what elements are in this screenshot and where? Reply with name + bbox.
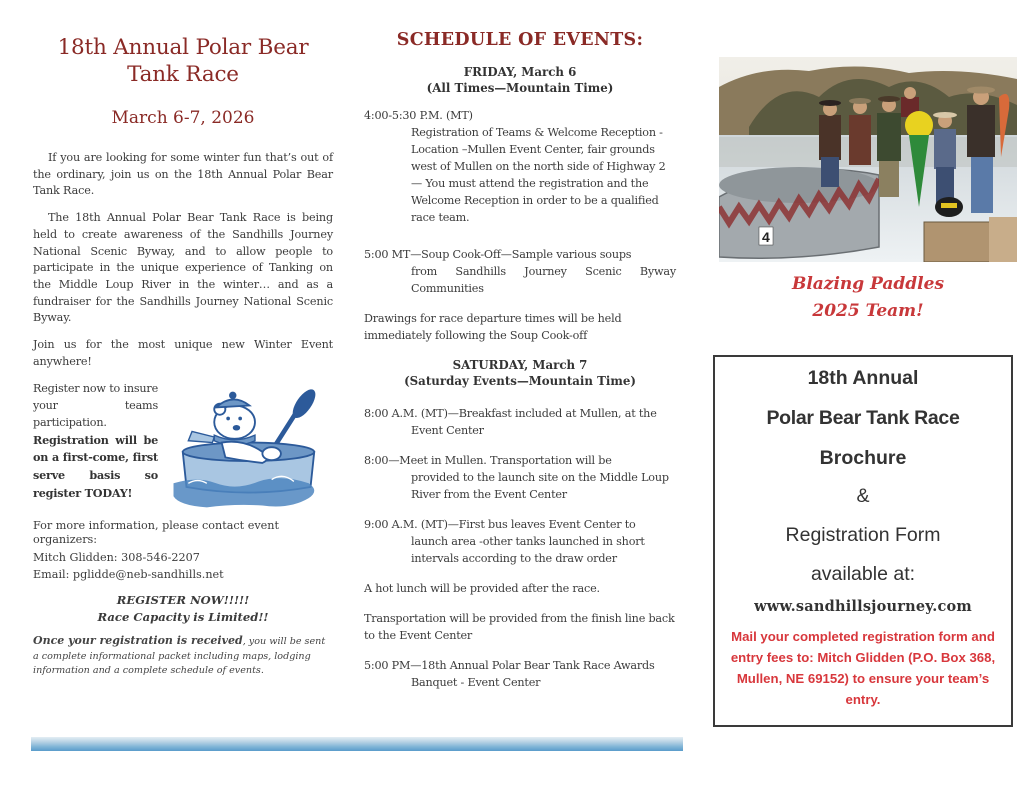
schedule-item bbox=[364, 107, 676, 226]
friday-heading bbox=[364, 64, 676, 96]
schedule-item bbox=[364, 405, 676, 439]
box-line-available: available at: bbox=[810, 563, 916, 585]
contact-intro: For more information, please contact event organizers: bbox=[33, 519, 279, 547]
once-bold: Once your registration is received bbox=[33, 634, 243, 648]
polar-bear-illustration bbox=[166, 387, 331, 512]
team-photo bbox=[719, 57, 1017, 262]
website-link[interactable]: www.sandhillsjourney.com bbox=[754, 598, 972, 615]
schedule-detail: Event Center bbox=[411, 424, 484, 437]
join-paragraph: Join us for the most unique new Winter Event anywhere! bbox=[33, 338, 333, 368]
capacity-text: Race Capacity is Limited!! bbox=[97, 610, 269, 625]
schedule-panel bbox=[364, 30, 676, 704]
decorative-blue-bar bbox=[31, 737, 683, 751]
mail-instructions: Mail your completed registration form and entry fees to: Mitch Glidden (P.O. Box 368, Mullen, NE 69152) to ensure your team’s entry. bbox=[730, 629, 996, 707]
schedule-detail: Registration of Teams & Welcome Reception - Location –Mullen Event Center, fair grounds west of Mullen on the north side of Highway 2— You must attend the registration and the Welcome Reception in order to be a qualified race team. bbox=[411, 126, 666, 224]
register-bold: Registration will be on a first-come, first serve basis so register TODAY! bbox=[33, 432, 158, 500]
schedule-time: 8:00 A.M. (MT)—Breakfast included at Mullen, at the bbox=[364, 407, 657, 420]
transport-note: Transportation will be provided from the finish line back to the Event Center bbox=[364, 612, 675, 642]
friday-date: FRIDAY, March 6 bbox=[463, 65, 577, 79]
drawings-note: Drawings for race departure times will be held immediately following the Soup Cook-off bbox=[364, 312, 622, 342]
schedule-item-awards bbox=[364, 657, 676, 691]
schedule-time: 8:00—Meet in Mullen. Transportation will be bbox=[364, 454, 612, 467]
caption-line2: 2025 Team! bbox=[812, 301, 924, 321]
event-title-line1: 18th Annual Polar Bear bbox=[57, 35, 309, 60]
box-line-registration-form: Registration Form bbox=[785, 524, 941, 546]
register-now-text: REGISTER NOW!!!!! bbox=[116, 593, 250, 608]
box-ampersand: & bbox=[856, 485, 870, 507]
schedule-detail: Banquet - Event Center bbox=[411, 676, 541, 689]
friday-timezone: (All Times—Mountain Time) bbox=[426, 81, 614, 95]
register-text bbox=[33, 381, 158, 502]
registration-received-note bbox=[33, 634, 333, 679]
photo-caption bbox=[719, 271, 1017, 325]
saturday-date: SATURDAY, March 7 bbox=[452, 358, 588, 372]
left-panel bbox=[33, 34, 333, 679]
schedule-detail: provided to the launch site on the Middle Loup River from the Event Center bbox=[411, 471, 669, 501]
register-block bbox=[33, 381, 333, 513]
schedule-item bbox=[364, 516, 676, 567]
schedule-item bbox=[364, 452, 676, 503]
event-title bbox=[33, 34, 333, 88]
schedule-title: SCHEDULE OF EVENTS: bbox=[396, 30, 644, 50]
box-line-annual: 18th Annual bbox=[807, 367, 919, 389]
intro-paragraph: If you are looking for some winter fun that’s out of the ordinary, join us on the 18th Annual Polar Bear Tank Race. bbox=[33, 151, 333, 198]
schedule-detail: launch area -other tanks launched in short intervals according to the draw order bbox=[411, 535, 645, 565]
schedule-time: 9:00 A.M. (MT)—First bus leaves Event Center to bbox=[364, 518, 636, 531]
brochure-info-box bbox=[713, 355, 1013, 727]
contact-phone: Mitch Glidden: 308-546-2207 bbox=[33, 551, 200, 565]
register-plain: Register now to insure your teams participation. bbox=[33, 382, 158, 429]
event-date: March 6-7, 2026 bbox=[111, 108, 255, 128]
tank-number: 4 bbox=[762, 229, 770, 245]
schedule-time: 4:00-5:30 P.M. (MT) bbox=[364, 109, 473, 122]
schedule-time: 5:00 PM—18th Annual Polar Bear Tank Race Awards bbox=[364, 659, 655, 672]
event-title-line2: Tank Race bbox=[127, 62, 239, 87]
purpose-paragraph: The 18th Annual Polar Bear Tank Race is being held to create awareness of the Sandhills Journey National Scenic Byway, and to allow people to participate in the unique experience of Tanking on the Middle Loup River in the winter… and as a fundraiser for the Sandhills Journey National Scenic Byway. bbox=[33, 211, 333, 325]
schedule-item bbox=[364, 246, 676, 297]
register-now-callout bbox=[33, 592, 333, 626]
saturday-timezone: (Saturday Events—Mountain Time) bbox=[404, 374, 636, 388]
schedule-time: 5:00 MT—Soup Cook-Off—Sample various soups bbox=[364, 248, 632, 261]
contact-email[interactable]: Email: pglidde@neb-sandhills.net bbox=[33, 567, 224, 581]
schedule-detail: from Sandhills Journey Scenic Byway Communities bbox=[411, 265, 676, 295]
box-line-brochure: Brochure bbox=[819, 447, 907, 469]
box-line-race-name: Polar Bear Tank Race bbox=[766, 407, 960, 429]
once-rest: , you will be sent a complete informational packet including maps, lodging information and a complete schedule of events. bbox=[33, 636, 326, 677]
lunch-note: A hot lunch will be provided after the race. bbox=[364, 582, 600, 595]
caption-line1: Blazing Paddles bbox=[791, 274, 945, 294]
saturday-heading bbox=[364, 357, 676, 389]
